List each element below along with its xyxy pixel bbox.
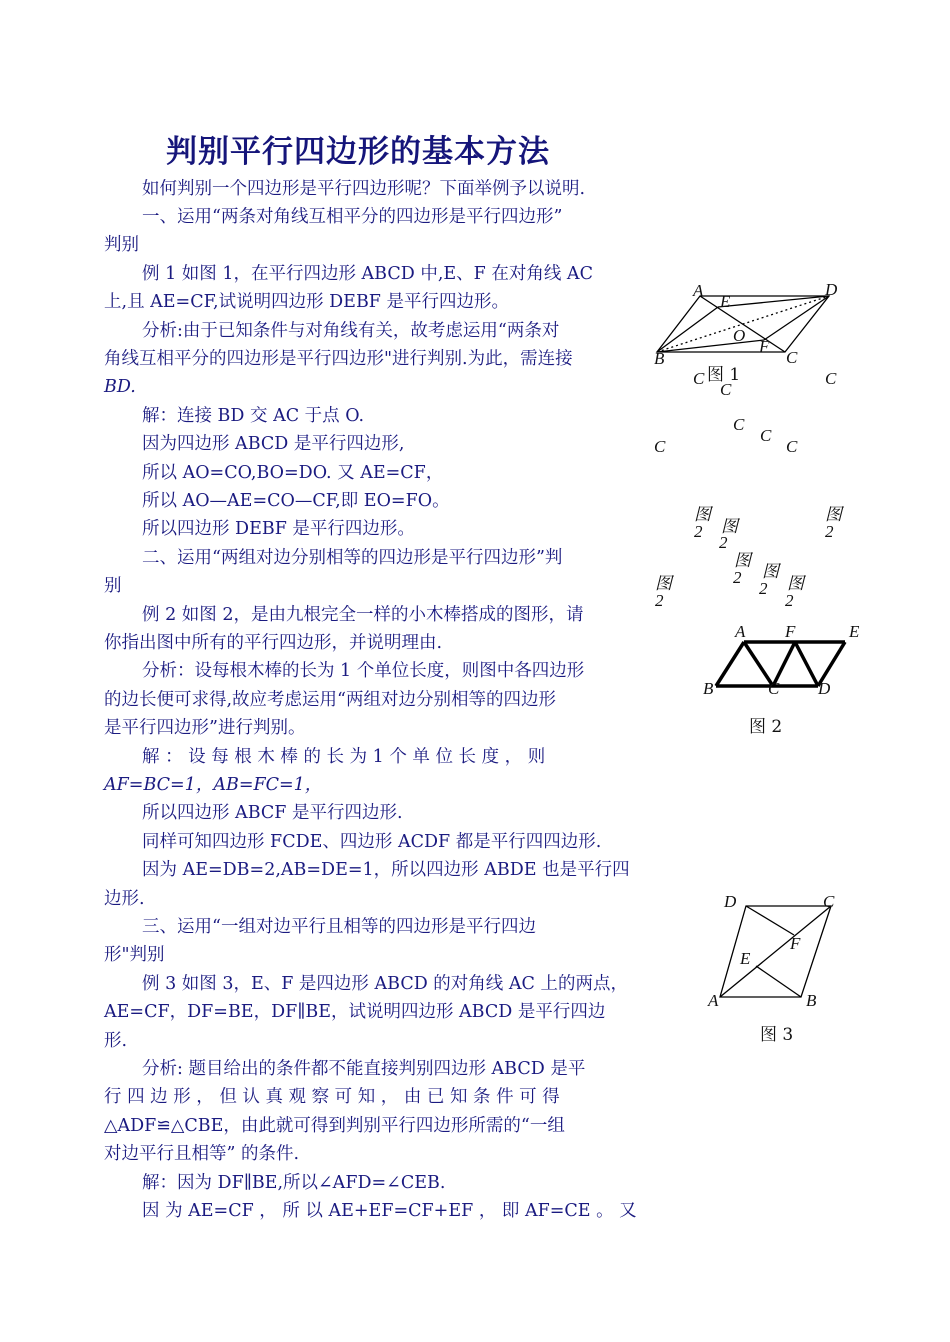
fragment-two: 2 — [655, 591, 664, 610]
text-line: 边形. — [104, 889, 145, 909]
fig1-label-a: A — [693, 281, 704, 300]
text-line: AE=CF，DF=BE，DF∥BE，试说明四边形 ABCD 是平行四边 — [104, 1002, 606, 1022]
fig2-label-b: B — [703, 679, 714, 698]
text-line: 因为四边形 ABCD 是平行四边形, — [142, 434, 405, 454]
text-line: 所以四边形 ABCF 是平行四边形. — [142, 803, 403, 823]
text-line: 因为 AE=DB=2,AB=DE=1，所以四边形 ABDE 也是平行四 — [142, 860, 630, 880]
text-line: 形"判别 — [104, 945, 165, 965]
fragment-c: C — [720, 380, 732, 399]
fragment-two: 2 — [694, 522, 703, 541]
page-title: 判别平行四边形的基本方法 — [166, 134, 550, 170]
fig3-label-f: F — [790, 934, 801, 953]
example-3: 例 3 如图 3，E、F 是四边形 ABCD 的对角线 AC 上的两点， — [142, 974, 628, 994]
fragment-two: 2 — [825, 522, 834, 541]
fig3-label-a: A — [708, 991, 719, 1010]
fragment-c: C — [733, 415, 745, 434]
text-line: 所以 AO=CO,BO=DO. 又 AE=CF， — [142, 463, 444, 483]
text-line: 同样可知四边形 FCDE、四边形 ACDF 都是平行四四边形. — [142, 832, 602, 852]
fig1-label-b: B — [654, 349, 665, 368]
fragment-tu: 图 — [734, 551, 751, 570]
example-1: 例 1 如图 1，在平行四边形 ABCD 中,E、F 在对角线 AC — [142, 264, 593, 284]
solution-1: 解：连接 BD 交 AC 于点 O. — [142, 406, 365, 426]
fig2-label-e: E — [849, 622, 860, 641]
fig1-caption: 图 1 — [707, 365, 741, 385]
text-line: 形. — [104, 1031, 128, 1051]
fig3-label-d: D — [724, 892, 737, 911]
fragment-tu: 图 — [762, 562, 779, 581]
text-line: 判别 — [104, 235, 139, 255]
fig2-label-a: A — [735, 622, 746, 641]
solution-3: 解：因为 DF∥BE,所以∠AFD=∠CEB. — [142, 1173, 446, 1193]
analysis-3: 分析: 题目给出的条件都不能直接判别四边形 ABCD 是平 — [142, 1059, 586, 1079]
text-line: 对边平行且相等” 的条件. — [104, 1144, 300, 1164]
analysis-2: 分析：设每根木棒的长为 1 个单位长度，则图中各四边形 — [142, 661, 585, 681]
text-line: 如何判别一个四边形是平行四边形呢？下面举例予以说明. — [142, 179, 586, 199]
fragment-c: C — [693, 369, 705, 388]
text-line: 因 为 AE=CF ， 所 以 AE+EF=CF+EF ， 即 AF=CE 。 又 — [142, 1201, 637, 1221]
fig3-label-b: B — [806, 991, 817, 1010]
text-line: 所以 AO—AE=CO—CF,即 EO=FO。 — [142, 491, 450, 511]
fig1-label-d: D — [825, 280, 838, 299]
text-line: 是平行四边形”进行判别。 — [104, 718, 306, 738]
fragment-tu: 图 — [694, 505, 711, 524]
fragment-c: C — [786, 437, 798, 456]
fig3-label-c: C — [823, 892, 835, 911]
fragment-c: C — [760, 426, 772, 445]
fig2-caption: 图 2 — [749, 717, 783, 737]
fig3-caption: 图 3 — [760, 1025, 794, 1045]
text-line: 角线互相平分的四边形是平行四边形"进行判别.为此，需连接 — [104, 349, 573, 369]
fragment-c: C — [654, 437, 666, 456]
fragment-tu: 图 — [655, 574, 672, 593]
text-line: AF=BC=1，AB=FC=1， — [104, 775, 323, 795]
text-line: 的边长便可求得,故应考虑运用“两组对边分别相等的四边形 — [104, 690, 557, 710]
fragment-two: 2 — [719, 533, 728, 552]
fig1-label-f: F — [759, 337, 770, 356]
text-line: 行 四 边 形 ， 但 认 真 观 察 可 知 ， 由 已 知 条 件 可 得 — [104, 1087, 560, 1107]
fig2-label-c: C — [768, 679, 780, 698]
fragment-c: C — [825, 369, 837, 388]
fig1-label-c: C — [786, 348, 798, 367]
example-2: 例 2 如图 2，是由九根完全一样的小木棒搭成的图形，请 — [142, 605, 584, 625]
section-heading: 二、运用“两组对边分别相等的四边形是平行四边形”判 — [142, 548, 563, 568]
section-heading: 三、运用“一组对边平行且相等的四边形是平行四边 — [142, 917, 536, 937]
text-line: 上,且 AE=CF,试说明四边形 DEBF 是平行四边形。 — [104, 292, 510, 312]
fragment-tu: 图 — [721, 517, 738, 536]
text-line: BD. — [104, 377, 136, 397]
fig2-label-d: D — [818, 679, 831, 698]
solution-2: 解 ： 设 每 根 木 棒 的 长 为 1 个 单 位 长 度 ， 则 — [142, 747, 546, 767]
fragment-two: 2 — [785, 591, 794, 610]
fig1-label-e: E — [720, 292, 731, 311]
fig3-label-e: E — [740, 949, 751, 968]
fragment-two: 2 — [759, 579, 768, 598]
section-heading: 一、运用“两条对角线互相平分的四边形是平行四边形” — [142, 207, 563, 227]
fragment-two: 2 — [733, 568, 742, 587]
fragment-tu: 图 — [787, 574, 804, 593]
text-line: 别 — [104, 576, 122, 596]
analysis-1: 分析:由于已知条件与对角线有关，故考虑运用“两条对 — [142, 321, 560, 341]
fig1-label-o: O — [733, 326, 746, 345]
fig2-label-f: F — [785, 622, 796, 641]
text-line: △ADF≌△CBE，由此就可得到判别平行四边形所需的“一组 — [104, 1116, 565, 1136]
text-line: 所以四边形 DEBF 是平行四边形。 — [142, 519, 415, 539]
text-line: 你指出图中所有的平行四边形，并说明理由. — [104, 633, 443, 653]
fragment-tu: 图 — [825, 505, 842, 524]
